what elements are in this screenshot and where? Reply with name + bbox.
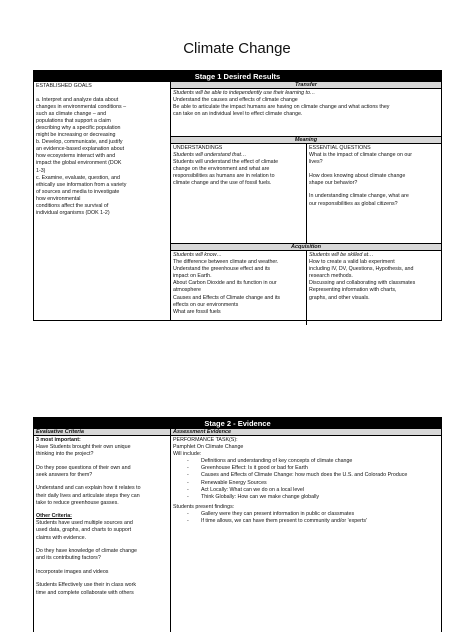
include-item: - Greenhouse Effect: Is it good or bad for Earth xyxy=(187,465,439,472)
knowledge-line: atmosphere xyxy=(173,287,201,294)
knowledge-intro: Students will know… xyxy=(173,252,222,258)
other-criteria-line: claims with evidence. xyxy=(36,534,87,541)
other-criteria-line: Students Effectively use their in class work xyxy=(36,582,136,589)
criteria-line: Have Students brought their own unique xyxy=(36,444,131,451)
goal-a-line: a. Interpret and analyze data about xyxy=(36,96,119,103)
goal-b-line: an evidence-based explanation about xyxy=(36,146,125,153)
skills-line: Representing information with charts, xyxy=(309,287,397,294)
other-criteria-line: time and complete collaborate with others xyxy=(36,589,134,596)
performance-tasks-header: PERFORMANCE TASK(S): xyxy=(173,437,238,443)
skills-cell xyxy=(307,251,441,325)
established-goals-cell xyxy=(34,82,171,320)
stage1-table xyxy=(33,70,442,321)
criteria-line: Do they pose questions of their own and xyxy=(36,464,131,471)
question-line: How does knowing about climate change xyxy=(309,172,406,179)
will-include-label: Will include: xyxy=(173,451,202,458)
understandings-line: change on the environment and what are xyxy=(173,166,270,173)
knowledge-line: impact on Earth. xyxy=(173,273,212,280)
other-criteria-line: Do they have knowledge of climate change xyxy=(36,548,137,555)
include-item: - Definitions and understanding of key concepts of climate change xyxy=(187,458,439,465)
page-title: Climate Change xyxy=(183,40,291,57)
other-criteria-line: used data, graphs, and charts to support xyxy=(36,527,132,534)
criteria-line: thinking into the project? xyxy=(36,451,94,458)
include-item: - Think Globally: How can we make change globally xyxy=(187,494,439,501)
goal-a-line: changes in environmental conditions – xyxy=(36,103,127,110)
skills-intro: Students will be skilled at… xyxy=(309,252,374,258)
include-item: - Renewable Energy Sources xyxy=(187,480,439,487)
understandings-header: UNDERSTANDINGS xyxy=(173,145,223,151)
evaluative-criteria-header: Evaluative Criteria xyxy=(34,429,170,436)
assessment-evidence-header: Assessment Evidence xyxy=(171,429,441,436)
goal-a-line: populations that support a claim xyxy=(36,117,111,124)
understandings-intro: Students will understand that… xyxy=(173,152,247,159)
stage2-header: Stage 2 - Evidence xyxy=(34,418,441,429)
understandings-line: climate change and the use of fossil fuels. xyxy=(173,180,272,187)
stage1-header: Stage 1 Desired Results xyxy=(34,71,441,82)
other-criteria-line: Students have used multiple sources and xyxy=(36,520,133,527)
goal-c-line: individual organisms (DOK 1-2) xyxy=(36,210,110,217)
goal-b-line: b. Develop, communicate, and justify xyxy=(36,139,123,146)
question-line: shape our behavior? xyxy=(309,179,358,186)
present-item: - If time allows, we can have them present to community and/or 'experts' xyxy=(187,518,439,525)
knowledge-line: Understand the greenhouse effect and its xyxy=(173,266,271,273)
include-item: - Causes and Effects of Climate Change: how much does the U.S. and Colorado Produce xyxy=(187,472,439,479)
understandings-cell xyxy=(171,144,307,243)
most-important-label: 3 most important: xyxy=(36,437,81,443)
goal-b-line: impact the global environment (DOK xyxy=(36,160,122,167)
understandings-line: Students will understand the effect of climate xyxy=(173,159,279,166)
essential-questions-cell xyxy=(307,144,441,243)
include-item: - Act Locally: What can we do on a local level xyxy=(187,487,439,494)
question-line: In understanding climate change, what are xyxy=(309,193,409,200)
goal-c-line: how environmental xyxy=(36,195,81,202)
transfer-line: Understand the causes and effects of climate change xyxy=(173,97,298,104)
goal-c-line: c. Examine, evaluate, question, and xyxy=(36,174,120,181)
meaning-header: Meaning xyxy=(171,137,441,144)
present-item: - Gallery were they can present information in public or classmates xyxy=(187,511,439,518)
knowledge-line: effects on our environments xyxy=(173,301,239,308)
established-goals-header: ESTABLISHED GOALS xyxy=(36,83,92,89)
knowledge-line: The difference between climate and weather. xyxy=(173,259,279,266)
question-line: What is the impact of climate change on our xyxy=(309,152,413,159)
transfer-header: Transfer xyxy=(171,82,441,89)
criteria-line: Understand and can explain how it relates to xyxy=(36,485,141,492)
knowledge-line: Causes and Effects of Climate change and its xyxy=(173,294,281,301)
skills-line: Discussing and collaborating with classmates xyxy=(309,280,416,287)
goal-a-line: might be increasing or decreasing xyxy=(36,132,116,139)
question-line: our responsibilities as global citizens? xyxy=(309,200,398,207)
knowledge-line: What are fossil fuels xyxy=(173,308,221,315)
other-criteria-line: and its contributing factors? xyxy=(36,555,101,562)
goal-b-line: 1-3) xyxy=(36,167,46,174)
assessment-evidence-cell xyxy=(171,429,441,632)
pamphlet-title: Pamphlet On Climate Change xyxy=(173,444,244,451)
skills-line: How to create a valid lab experiment xyxy=(309,259,395,266)
acquisition-header: Acquisition xyxy=(171,244,441,251)
goal-a-line: describing why a specific population xyxy=(36,124,121,131)
evaluative-criteria-cell xyxy=(34,429,171,632)
knowledge-line: About Carbon Dioxide and its function in our xyxy=(173,280,277,287)
question-line: lives? xyxy=(309,159,323,166)
understandings-line: responsibilities as humans are in relation to xyxy=(173,173,275,180)
criteria-line: their daily lives and articulate steps they can xyxy=(36,492,140,499)
goal-c-line: conditions affect the survival of xyxy=(36,203,109,209)
skills-line: graphs, and other visuals. xyxy=(309,294,370,301)
other-criteria-label: Other Criteria: xyxy=(36,513,72,520)
present-findings-label: Students present findings: xyxy=(173,503,235,510)
goal-b-line: how ecosystems interact with and xyxy=(36,153,116,160)
knowledge-cell xyxy=(171,251,307,325)
criteria-line: seek answers for them? xyxy=(36,471,93,478)
essential-questions-header: ESSENTIAL QUESTIONS xyxy=(309,145,371,151)
transfer-line: Be able to articulate the impact humans are having on climate change and what actions they xyxy=(173,104,390,111)
transfer-cell xyxy=(171,89,441,137)
transfer-line: can take on an individual level to effect climate change. xyxy=(173,111,303,118)
goal-a-line: such as climate change – and xyxy=(36,110,107,117)
criteria-line: take to reduce greenhouse gasses. xyxy=(36,499,119,506)
stage2-table xyxy=(33,417,442,632)
goal-c-line: of sources and media to investigate xyxy=(36,188,120,195)
transfer-intro: Students will be able to independently use their learning to… xyxy=(173,90,316,96)
other-criteria-line: Incorporate images and videos xyxy=(36,568,109,575)
skills-line: research methods. xyxy=(309,273,353,280)
goal-c-line: ethically use information from a variety xyxy=(36,181,127,188)
skills-line: including IV, DV, Questions, Hypothesis, and xyxy=(309,266,414,273)
